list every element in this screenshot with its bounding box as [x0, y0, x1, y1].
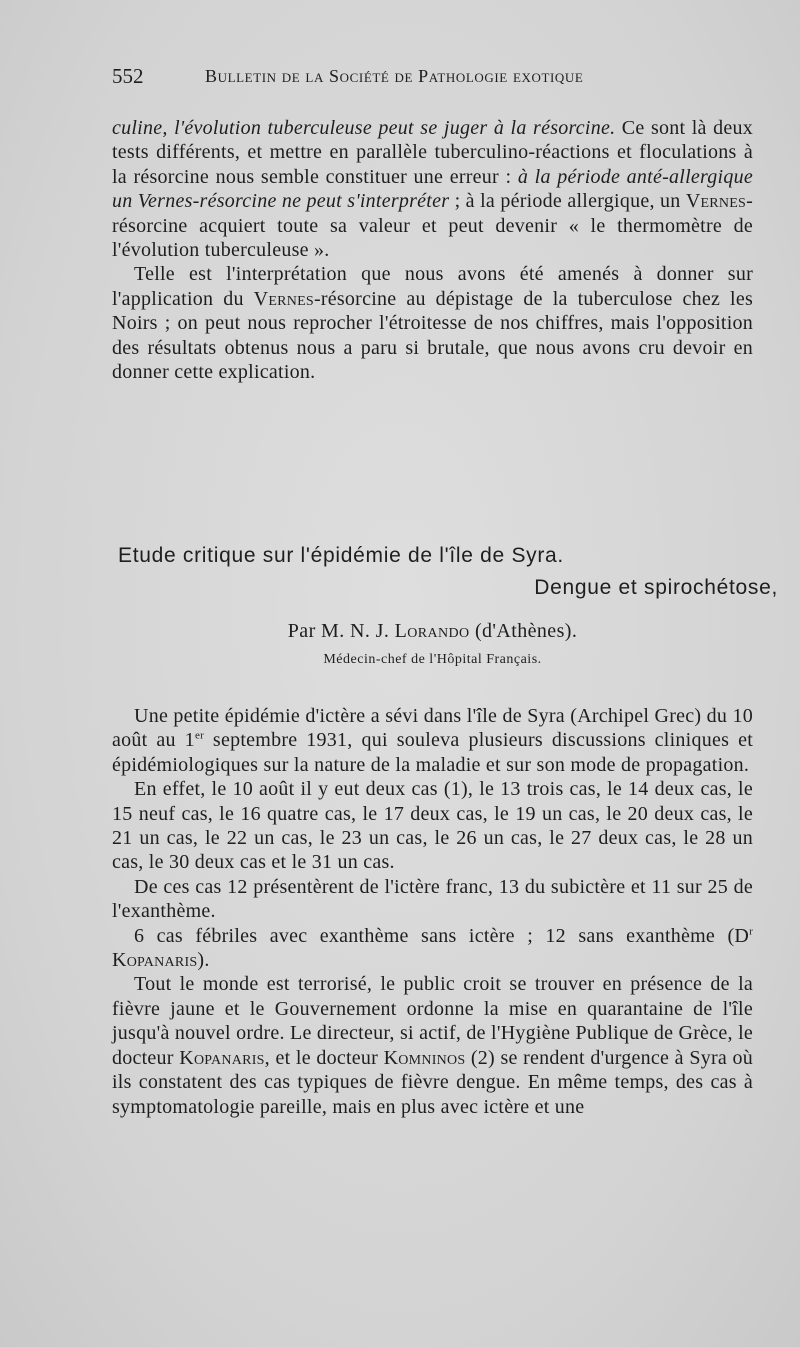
- paragraph: [112, 116, 753, 262]
- paragraph: [112, 972, 753, 1118]
- author-name: Lorando: [394, 620, 470, 642]
- text-run: De ces cas 12 présentèrent de l'ictère franc, 13 du subictère et 11 sur 25 de l'exanthème.: [112, 875, 753, 923]
- journal-title: Bulletin de la Société de Pathologie exotique: [205, 66, 584, 86]
- text-run: Tout le monde est terrorisé, le public croit se trouver en présence de la fièvre jaune et le Gouvernement ordonne la mise en quarantaine de l'île jusqu'à nouvel ordre. Le directeur, si actif, de l'Hygiène Publique de Grèce, le docteur: [112, 973, 753, 1069]
- superscript-text: er: [194, 729, 204, 742]
- article-title-line-2: Dengue et spirochétose,: [534, 576, 778, 599]
- italic-text: culine, l'évolution tuberculeuse peut se juger à la résorcine.: [112, 117, 616, 139]
- paragraph: [112, 777, 753, 875]
- small-caps-name: Komninos: [383, 1046, 466, 1069]
- text-run: -résorcine acquiert toute sa valeur et peut devenir « le thermomètre de l'évolution tuberculeuse ».: [112, 190, 754, 262]
- text-run: , et le docteur: [264, 1046, 384, 1069]
- text-run: -résorcine au dépistage de la tuberculose chez les Noirs ; on peut nous reprocher l'étroitesse de nos chiffres, mais l'opposition des résultats obtenus nous a paru si brutale, que nous avons cru devoir en donner cette explication.: [112, 287, 753, 384]
- article-title: [118, 540, 778, 604]
- byline-prefix: Par M. N. J.: [287, 620, 395, 642]
- text-run: Ce sont là deux tests différents, et mettre en parallèle tuberculino-réactions et floculations à la résorcine nous semble constituer une erreur :: [112, 117, 753, 188]
- text-run: septembre 1931, qui souleva plusieurs discussions cliniques et épidémiologiques sur la nature de la maladie et sur son mode de propagation.: [112, 729, 754, 776]
- previous-article-text: [112, 116, 753, 384]
- author-affiliation: Médecin-chef de l'Hôpital Français.: [323, 652, 542, 667]
- superscript-text: r: [749, 925, 753, 937]
- text-run: ).: [197, 949, 210, 972]
- byline-suffix: (d'Athènes).: [469, 620, 578, 642]
- paragraph: [112, 875, 753, 924]
- small-caps-name: Vernes: [253, 287, 314, 310]
- paragraph: [112, 924, 753, 973]
- small-caps-name: Vernes: [685, 190, 747, 213]
- article-title-line-1: Etude critique sur l'épidémie de l'île de Syra.: [118, 544, 564, 567]
- page-number: 552: [112, 64, 144, 88]
- text-run: En effet, le 10 août il y eut deux cas (1), le 13 trois cas, le 14 deux cas, le 15 neuf cas, le 16 quatre cas, le 17 deux cas, le 19 un cas, le 20 deux cas, le 21 un cas, le 22 un cas, le 23 un cas, le 26 un cas, le 27 deux cas, le 28 un cas, le 30 deux cas et le 31 un cas.: [112, 778, 753, 874]
- small-caps-name: Kopanaris: [179, 1046, 265, 1069]
- text-run: (2) se rendent d'urgence à Syra où ils constatent des cas typiques de fièvre dengue. En même temps, des cas à symptomatologie pareille, mais en plus avec ictère et une: [112, 1046, 753, 1118]
- italic-text: à la période anté-allergique un Vernes-résorcine ne peut s'interpréter: [112, 165, 753, 213]
- text-run: Une petite épidémie d'ictère a sévi dans l'île de Syra (Archipel Grec) du 10 août au 1: [112, 705, 753, 752]
- paragraph: [112, 704, 753, 777]
- paragraph: [112, 262, 753, 384]
- text-run: 6 cas fébriles avec exanthème sans ictère ; 12 sans exanthème (D: [134, 924, 750, 947]
- small-caps-name: Kopanaris: [112, 949, 198, 972]
- text-run: ; à la période allergique, un: [449, 190, 686, 213]
- text-run: Telle est l'interprétation que nous avons été amenés à donner sur l'application du: [112, 263, 753, 310]
- byline: [112, 620, 753, 643]
- running-head: [112, 64, 772, 94]
- article-body: [112, 704, 753, 1119]
